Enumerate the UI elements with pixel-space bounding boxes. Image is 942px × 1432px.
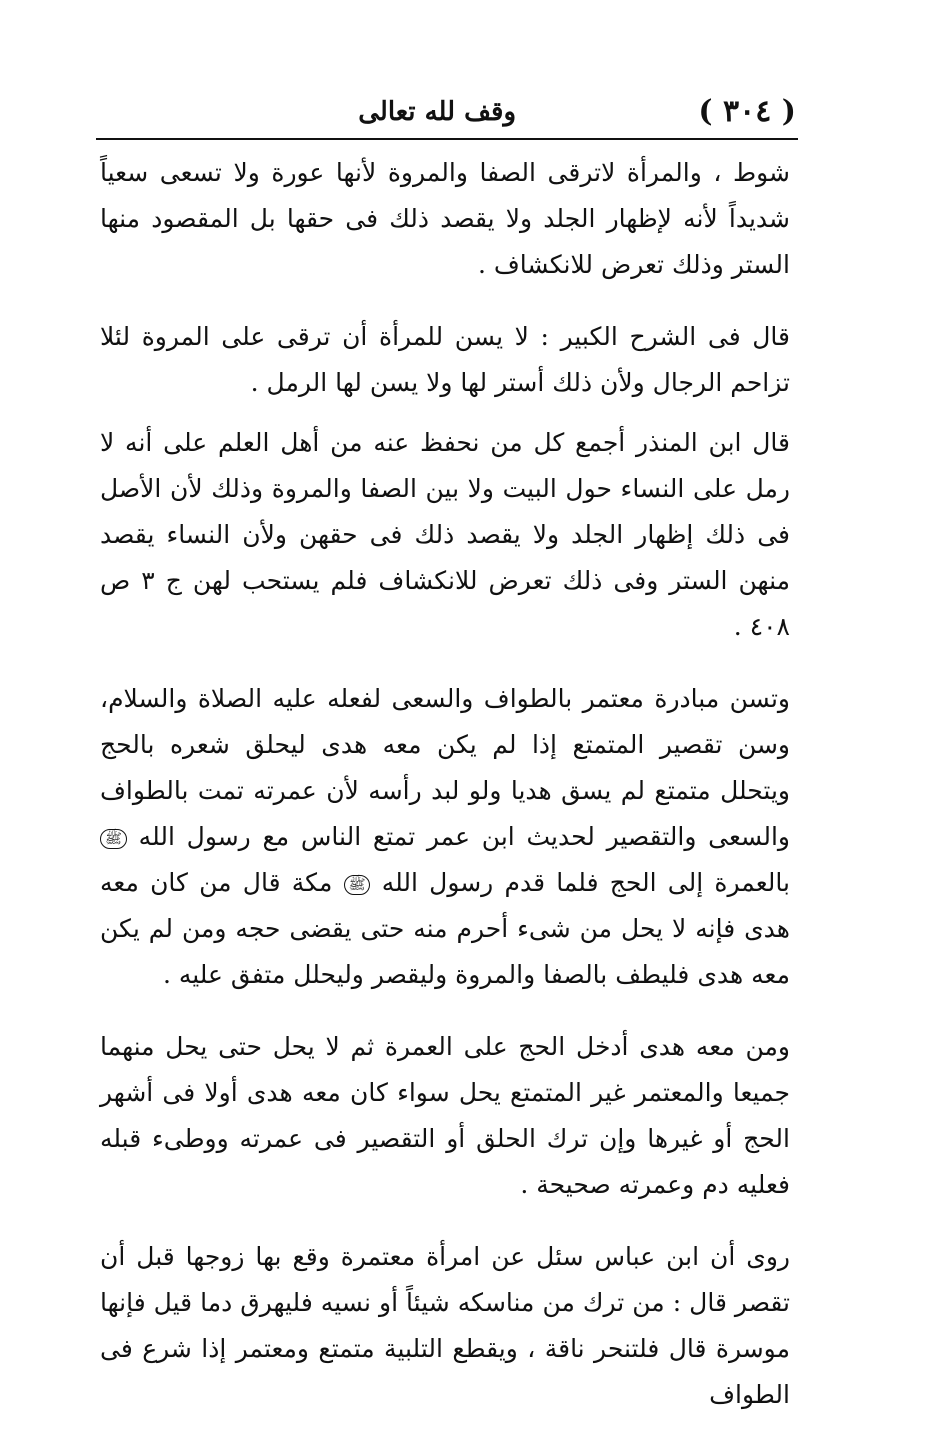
paragraph-4-part-1: وتسن مبادرة معتمر بالطواف والسعى لفعله عليه الصلاة والسلام، وسن تقصير المتمتع إذا لم يكن معه هدى ليحلق شعره بالحج ويتحلل متمتع لم يسق هديا ولو لبد رأسه لأن عمرته تمت بالطواف والسعى والتقصير لحديث ابن عمر تمتع الناس مع رسول الله [100,684,790,851]
paragraph-1: شوط ، والمرأة لاترقى الصفا والمروة لأنها عورة ولا تسعى سعياً شديداً لأنه لإظهار الجلد ولا يقصد ذلك فى حقها بل المقصود منها الستر وذلك تعرض للانكشاف . [100,158,790,279]
running-head [96,88,796,136]
paragraph-2: قال فى الشرح الكبير : لا يسن للمرأة أن ترقى على المروة لئلا تزاحم الرجال ولأن ذلك أستر لها ولا يسن لها الرمل . [100,322,790,397]
header-rule [96,138,798,140]
paragraph-4-part-3: مكة قال من كان معه هدى فإنه لا يحل من شىء أحرم منه حتى يقضى حجه ومن لم يكن معه هدى فليطف بالصفا والمروة وليقصر وليحلل متفق عليه . [100,868,790,989]
honorific-seal-icon: ﷺ [344,875,371,895]
body-text [100,150,790,1432]
running-title: وقف لله تعالى [358,97,516,127]
paragraph-4 [100,676,790,998]
honorific-seal-icon: ﷺ [100,829,127,849]
paragraph-3: قال ابن المنذر أجمع كل من نحفظ عنه من أهل العلم على أنه لا رمل على النساء حول البيت ولا بين الصفا والمروة وذلك لأن الأصل فى ذلك إظهار الجلد ولا يقصد ذلك فى حقهن ولأن النساء يقصد منهن الستر وفى ذلك تعرض للانكشاف فلم يستحب لهن ج ٣ ص ٤٠٨ . [100,428,791,641]
paragraph-5: ومن معه هدى أدخل الحج على العمرة ثم لا يحل حتى يحل منهما جميعا والمعتمر غير المتمتع يحل سواء كان معه هدى أولا فى أشهر الحج أو غيرها وإن ترك الحلق أو التقصير فى عمرته ووطىء قبله فعليه دم وعمرته صحيحة . [100,1032,790,1199]
paragraph-4-part-2: بالعمرة إلى الحج فلما قدم رسول الله [381,868,790,897]
page-number: ( ٣٠٤ ) [698,94,796,129]
paragraph-6: روى أن ابن عباس سئل عن امرأة معتمرة وقع بها زوجها قبل أن تقصر قال : من ترك من مناسكه شيئاً أو نسيه فليهرق دما قيل فإنها موسرة قال فلتنحر ناقة ، ويقطع التلبية متمتع ومعتمر إذا شرع فى الطواف [100,1242,790,1409]
